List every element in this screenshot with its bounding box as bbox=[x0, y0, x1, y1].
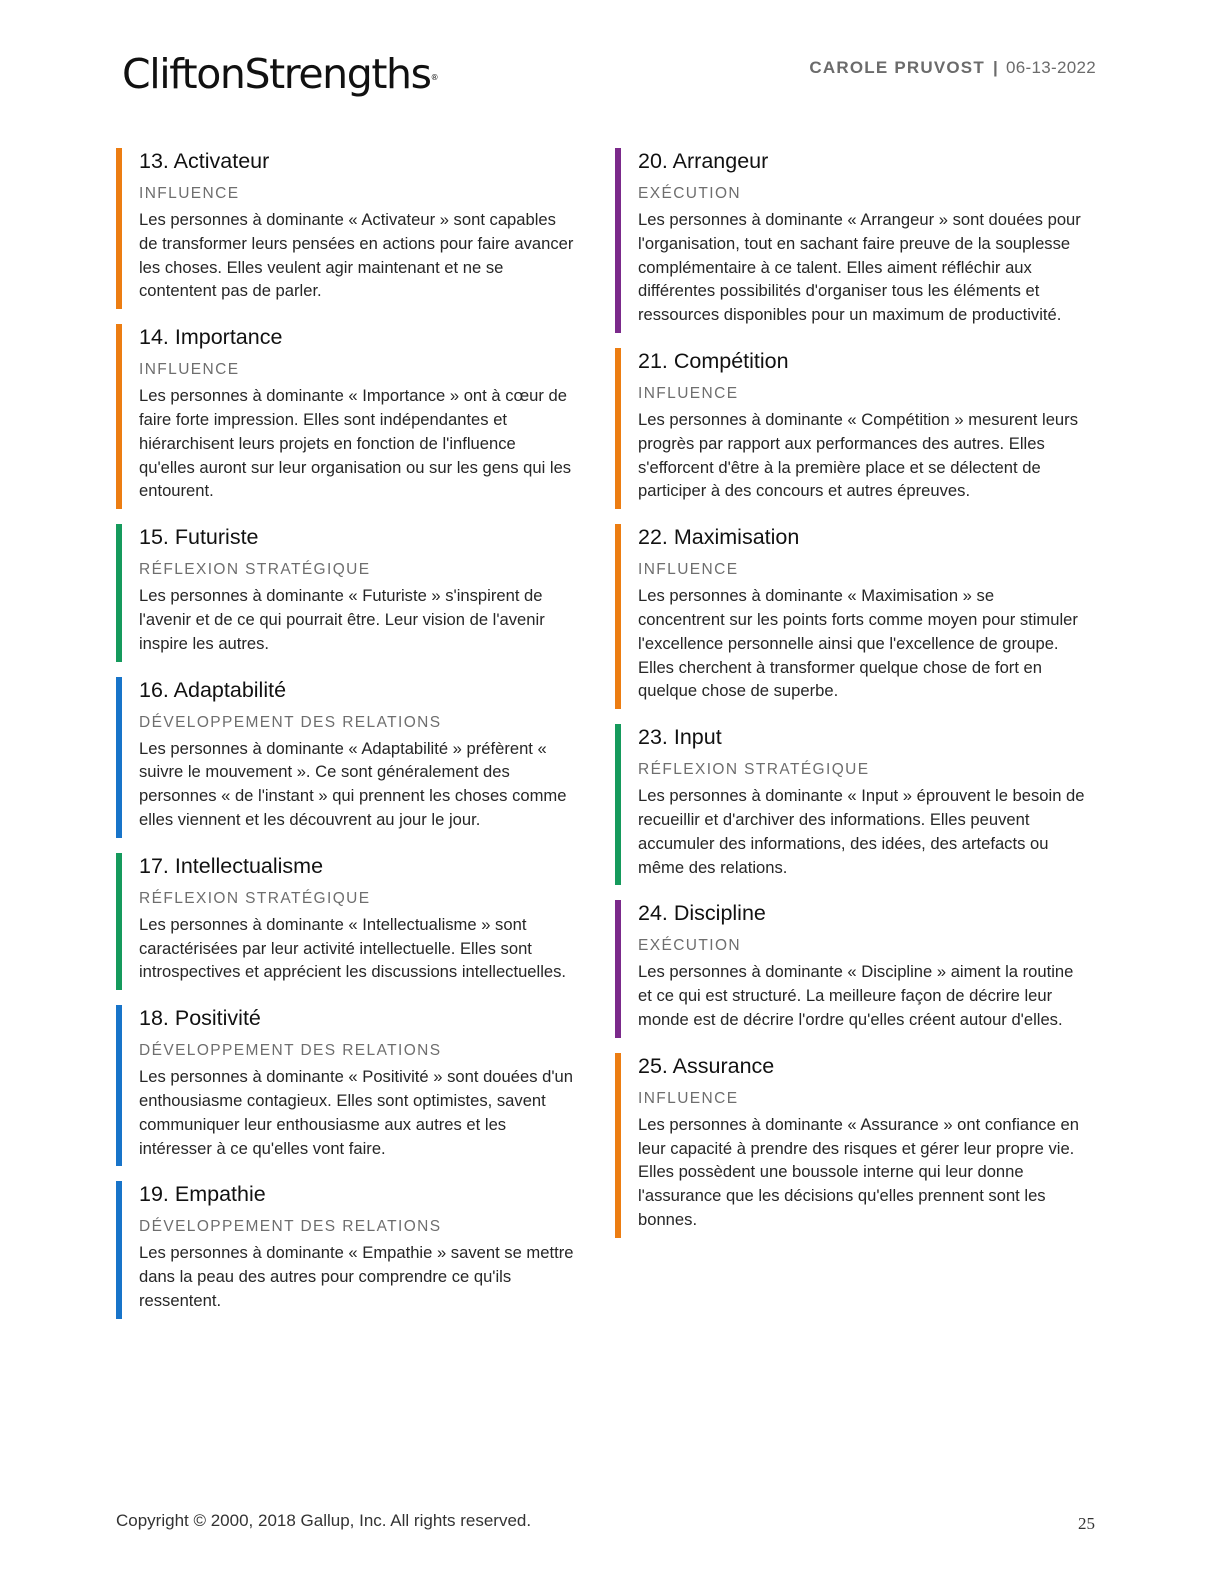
domain-color-bar bbox=[615, 1053, 621, 1238]
strength-title: 20. Arrangeur bbox=[638, 149, 769, 173]
strength-domain: DÉVELOPPEMENT DES RELATIONS bbox=[139, 1218, 442, 1236]
report-header-info bbox=[809, 58, 1096, 78]
strength-item bbox=[116, 524, 576, 661]
strength-item bbox=[116, 148, 576, 309]
strength-domain: INFLUENCE bbox=[139, 361, 240, 379]
strength-title: 15. Futuriste bbox=[139, 525, 259, 550]
logo-text: CliftonStrengths bbox=[122, 50, 431, 98]
strength-description: Les personnes à dominante « Discipline » aiment la routine et ce qui est structuré. La meilleure façon de décrire leur monde est de décrire l'ordre qu'elles créent autour d'elles. bbox=[638, 962, 1074, 1029]
strength-description: Les personnes à dominante « Activateur » sont capables de transformer leurs pensées en actions pour faire avancer les choses. Elles veulent agir maintenant et ne se contentent pas de parler. bbox=[139, 210, 574, 301]
strength-domain: EXÉCUTION bbox=[638, 185, 742, 202]
strength-item bbox=[615, 900, 1085, 1037]
strength-description: Les personnes à dominante « Importance » ont à cœur de faire forte impression. Elles sont indépendantes et hiérarchisent leurs projets en fonction de l'influence qu'elles auront sur leur organisation ou sur les gens qui les entourent. bbox=[139, 386, 572, 501]
strength-description: Les personnes à dominante « Adaptabilité » préfèrent « suivre le mouvement ». Ce sont généralement des personnes « de l'instant » qui prennent les choses comme elles viennent et les découvrent au jour le jour. bbox=[139, 738, 567, 829]
domain-color-bar bbox=[615, 724, 621, 885]
strength-title: 13. Activateur bbox=[139, 149, 270, 173]
strength-domain: INFLUENCE bbox=[139, 185, 240, 202]
copyright-notice: Copyright © 2000, 2018 Gallup, Inc. All rights reserved. bbox=[116, 1511, 532, 1530]
strength-item bbox=[615, 348, 1085, 509]
strength-title: 25. Assurance bbox=[638, 1053, 775, 1078]
strength-item bbox=[615, 724, 1085, 885]
strength-domain: DÉVELOPPEMENT DES RELATIONS bbox=[139, 1042, 442, 1060]
strength-domain: INFLUENCE bbox=[638, 1089, 739, 1107]
domain-color-bar bbox=[615, 524, 621, 709]
domain-color-bar bbox=[116, 1005, 122, 1166]
strength-domain: EXÉCUTION bbox=[638, 937, 742, 955]
strength-description: Les personnes à dominante « Intellectualisme » sont caractérisées par leur activité intellectuelle. Elles sont introspectives et apprécient les discussions intellectuelles. bbox=[139, 914, 567, 982]
domain-color-bar bbox=[116, 148, 122, 309]
strength-title: 24. Discipline bbox=[638, 901, 766, 926]
strength-description: Les personnes à dominante « Maximisation » se concentrent sur les points forts comme moyen pour stimuler l'excellence personnelle ainsi que l'excellence de groupe. Elles cherchent à transformer quelque chose de fort en quelque chose de superbe. bbox=[638, 586, 1078, 701]
left-column bbox=[116, 148, 576, 1334]
strength-domain: INFLUENCE bbox=[638, 384, 739, 402]
strength-domain: RÉFLEXION STRATÉGIQUE bbox=[139, 561, 371, 579]
domain-color-bar bbox=[615, 900, 621, 1037]
strength-item bbox=[116, 677, 576, 838]
strength-item bbox=[116, 1181, 576, 1318]
strength-description: Les personnes à dominante « Input » éprouvent le besoin de recueillir et d'archiver des informations. Elles peuvent accumuler des informations, des idées, des artefacts ou même des relations. bbox=[638, 786, 1085, 877]
strength-description: Les personnes à dominante « Arrangeur » sont douées pour l'organisation, tout en sachant faire preuve de la souplesse complémentaire à ce talent. Elles aiment réfléchir aux différentes possibilités d'organiser tous les éléments et ressources disponibles pour un maximum de productivité. bbox=[638, 210, 1081, 325]
strength-description: Les personnes à dominante « Empathie » savent se mettre dans la peau des autres pour comprendre ce qu'ils ressentent. bbox=[139, 1243, 574, 1310]
strength-description: Les personnes à dominante « Assurance » ont confiance en leur capacité à prendre des risques et gérer leur propre vie. Elles possèdent une boussole interne qui leur donne l'assurance que les décisions qu'elles prennent sont les bonnes. bbox=[638, 1114, 1079, 1229]
domain-color-bar bbox=[615, 148, 621, 333]
header-separator: | bbox=[992, 58, 998, 77]
person-name: CAROLE PRUVOST bbox=[809, 58, 985, 77]
strength-title: 19. Empathie bbox=[139, 1182, 266, 1207]
strength-item bbox=[116, 853, 576, 990]
strength-title: 16. Adaptabilité bbox=[139, 677, 287, 702]
strength-title: 22. Maximisation bbox=[638, 525, 800, 550]
cliftonstrengths-logo bbox=[122, 50, 439, 98]
strength-item bbox=[116, 1005, 576, 1166]
strength-title: 18. Positivité bbox=[139, 1006, 261, 1031]
strength-title: 23. Input bbox=[638, 725, 722, 750]
domain-color-bar bbox=[116, 677, 122, 838]
strength-domain: RÉFLEXION STRATÉGIQUE bbox=[638, 761, 870, 779]
strength-item bbox=[116, 324, 576, 509]
strength-domain: INFLUENCE bbox=[638, 561, 739, 579]
domain-color-bar bbox=[116, 853, 122, 990]
domain-color-bar bbox=[116, 1181, 122, 1318]
strength-title: 14. Importance bbox=[139, 325, 283, 350]
strength-item bbox=[615, 524, 1085, 709]
domain-color-bar bbox=[116, 524, 122, 661]
strength-domain: DÉVELOPPEMENT DES RELATIONS bbox=[139, 713, 442, 731]
domain-color-bar bbox=[615, 348, 621, 509]
strength-description: Les personnes à dominante « Futuriste » s'inspirent de l'avenir et de ce qui pourrait être. Leur vision de l'avenir inspire les autres. bbox=[139, 586, 545, 653]
registered-mark: ® bbox=[430, 73, 439, 82]
domain-color-bar bbox=[116, 324, 122, 509]
strength-item bbox=[615, 1053, 1085, 1238]
strength-item bbox=[615, 148, 1085, 333]
strength-title: 17. Intellectualisme bbox=[139, 853, 324, 878]
page-number: 25 bbox=[1078, 1514, 1095, 1533]
strength-domain: RÉFLEXION STRATÉGIQUE bbox=[139, 889, 371, 907]
strength-title: 21. Compétition bbox=[638, 348, 789, 373]
strength-description: Les personnes à dominante « Positivité » sont douées d'un enthousiasme contagieux. Elles sont optimistes, savent communiquer leur enthousiasme aux autres et les intéresser à ce qu'elles vont faire. bbox=[139, 1067, 573, 1158]
report-date: 06-13-2022 bbox=[1006, 58, 1096, 77]
strength-description: Les personnes à dominante « Compétition » mesurent leurs progrès par rapport aux performances des autres. Elles s'efforcent d'être à la première place et se délectent de participer à des concours et autres épreuves. bbox=[638, 409, 1078, 501]
right-column bbox=[615, 148, 1085, 1253]
